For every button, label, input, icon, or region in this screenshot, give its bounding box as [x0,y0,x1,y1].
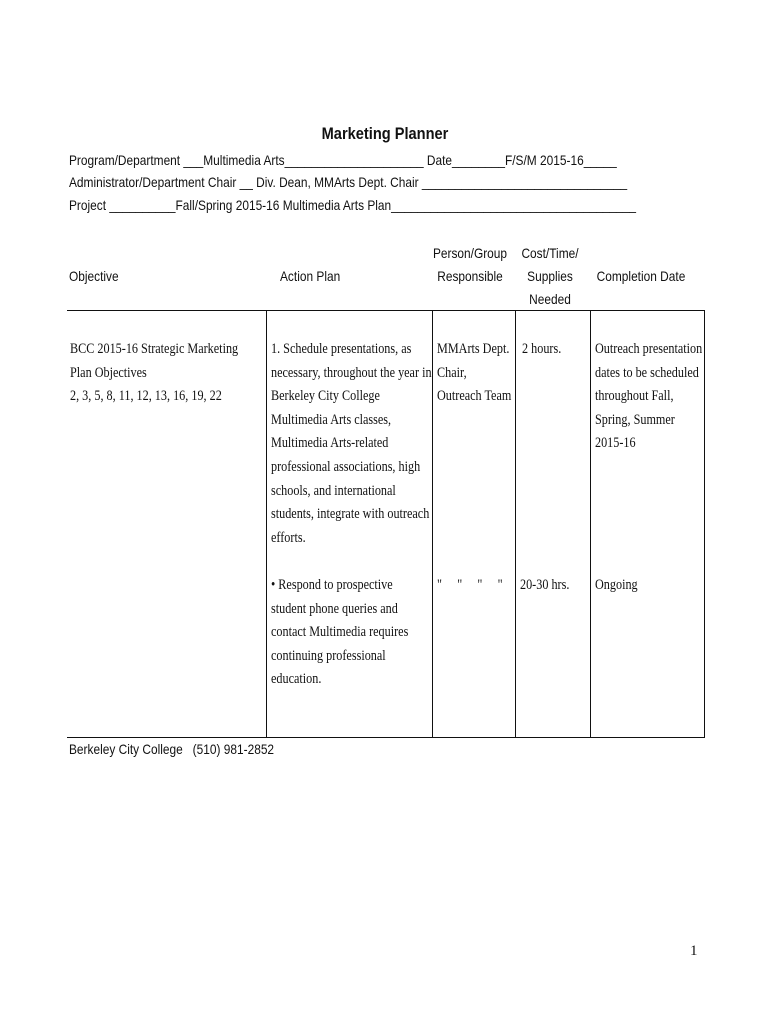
cell-line: Outreach Team [437,388,512,405]
cell-line: BCC 2015-16 Strategic Marketing [70,341,239,357]
cell-line: contact Multimedia requires [271,624,409,641]
cell-line: 2 hours. [522,341,562,357]
cell-line: professional associations, high [271,458,421,475]
row-1-cost [522,338,589,362]
column-header-cost [520,242,580,311]
table-column-divider [266,310,267,738]
cell-line: education. [271,671,322,688]
header-project-line: Project __________Fall/Spring 2015-16 Multimedia Arts Plan_____________________________________ [69,197,637,213]
row-1-action-plan [271,338,436,550]
cell-line: students, integrate with outreach [271,506,430,523]
page-number: 1 [690,943,698,959]
table-column-divider [590,310,591,738]
table-column-divider [515,310,516,738]
cell-line: • Respond to prospective [271,577,393,593]
row-2-responsible-ditto: " " " " [437,577,503,593]
cell-line: throughout Fall, [595,388,674,405]
row-1-objective [70,338,263,409]
cell-line: Spring, Summer [595,411,675,428]
cell-line: Plan Objectives [70,364,147,381]
footer-contact: Berkeley City College (510) 981-2852 [69,741,275,757]
cell-line: 2015-16 [595,435,636,452]
cell-line: student phone queries and [271,600,398,617]
cell-line: Outreach presentation [595,341,703,357]
column-header-responsible-line: Responsible [437,268,503,284]
column-header-completion-date: Completion Date [596,268,686,284]
cell-line: 2, 3, 5, 8, 11, 12, 13, 16, 19, 22 [70,388,222,405]
column-header-responsible-line: Person/Group [432,245,508,261]
cell-line: efforts. [271,529,306,546]
row-1-responsible [437,338,514,409]
cell-line: Multimedia Arts classes, [271,411,392,428]
cell-line: schools, and international [271,482,396,499]
cell-line: necessary, throughout the year in [271,364,432,381]
cell-line: MMArts Dept. [437,341,510,357]
header-administrator-line: Administrator/Department Chair __ Div. Dean, MMArts Dept. Chair _______________________________ [69,174,628,190]
cell-line: dates to be scheduled [595,364,699,381]
column-header-cost-line: Supplies [527,268,573,284]
page-title: Marketing Planner [321,124,449,143]
row-2-completion-date: Ongoing [595,577,638,593]
column-header-action-plan: Action Plan [280,268,341,284]
cell-line: Chair, [437,364,467,381]
column-header-cost-line: Cost/Time/ [521,245,579,261]
row-2-action-plan [271,574,436,692]
cell-line: 1. Schedule presentations, as [271,341,412,357]
cell-line: continuing professional [271,647,386,664]
row-1-completion-date [595,338,704,456]
column-header-cost-line: Needed [529,291,571,307]
cell-line: Berkeley City College [271,388,380,405]
header-program-line: Program/Department ___Multimedia Arts_____________________ Date________F/S/M 2015-16_____ [69,152,617,168]
row-2-cost: 20-30 hrs. [520,577,570,593]
column-header-responsible [432,242,509,288]
cell-line: Multimedia Arts-related [271,435,389,452]
column-header-objective: Objective [69,268,119,284]
